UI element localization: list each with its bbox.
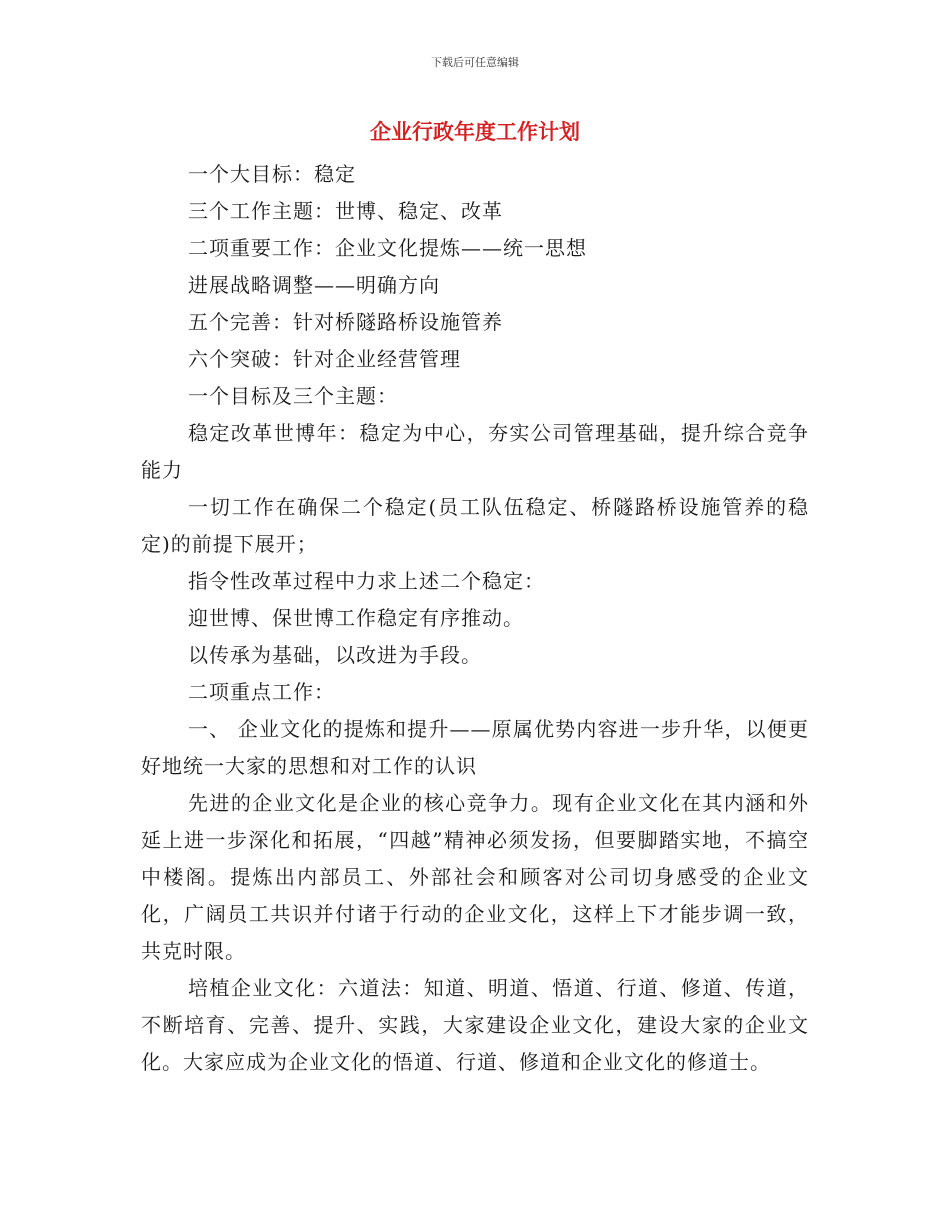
paragraph: 三个工作主题：世博、稳定、改革 xyxy=(188,199,503,223)
paragraph: 二项重点工作： xyxy=(188,680,335,704)
paragraph: 一、 企业文化的提炼和提升——原属优势内容进一步升华，以便更好地统一大家的思想和对工作的认识 xyxy=(141,717,809,778)
document-body xyxy=(141,156,809,1081)
paragraph: 培植企业文化：六道法：知道、明道、悟道、行道、修道、传道，不断培育、完善、提升、实践，大家建设企业文化，建设大家的企业文化。大家应成为企业文化的悟道、行道、修道和企业文化的修道士。 xyxy=(141,976,809,1074)
header-note: 下载后可任意编辑 xyxy=(431,56,519,69)
paragraph: 迎世博、保世博工作稳定有序推动。 xyxy=(188,606,524,630)
paragraph: 一切工作在确保二个稳定(员工队伍稳定、桥隧路桥设施管养的稳定)的前提下展开； xyxy=(141,495,809,556)
paragraph: 先进的企业文化是企业的核心竞争力。现有企业文化在其内涵和外延上进一步深化和拓展，“四越”精神必须发扬，但要脚踏实地，不搞空中楼阁。提炼出内部员工、外部社会和顾客对公司切身感受的企业文化，广阔员工共识并付诸于行动的企业文化，这样上下才能步调一致，共克时限。 xyxy=(141,791,809,963)
paragraph: 六个突破：针对企业经营管理 xyxy=(188,347,461,371)
paragraph: 二项重要工作：企业文化提炼——统一思想 xyxy=(188,236,587,260)
paragraph: 以传承为基础，以改进为手段。 xyxy=(188,643,482,667)
document-title: 企业行政年度工作计划 xyxy=(370,119,580,144)
paragraph: 五个完善：针对桥隧路桥设施管养 xyxy=(188,310,503,334)
paragraph: 指令性改革过程中力求上述二个稳定： xyxy=(188,569,545,593)
paragraph: 稳定改革世博年：稳定为中心，夯实公司管理基础，提升综合竞争能力 xyxy=(141,421,809,482)
paragraph: 一个大目标：稳定 xyxy=(188,162,356,186)
paragraph: 一个目标及三个主题： xyxy=(188,384,398,408)
paragraph: 进展战略调整——明确方向 xyxy=(188,273,440,297)
